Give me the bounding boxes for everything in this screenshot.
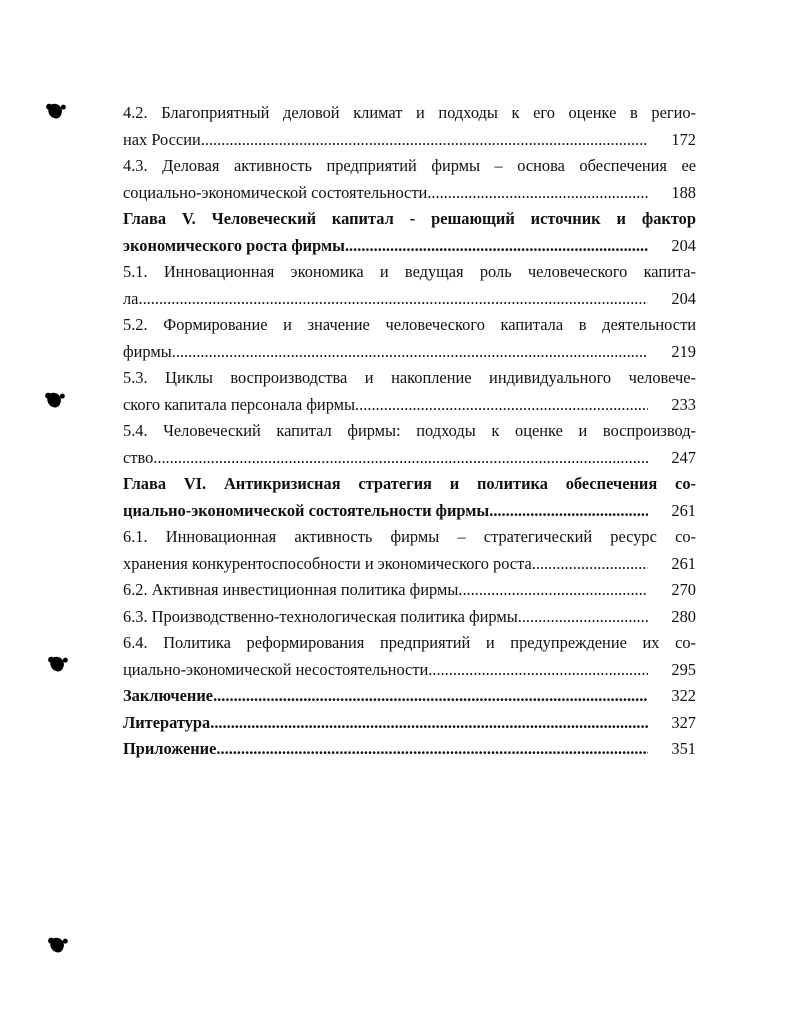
toc-entry-text: нах России — [123, 129, 201, 149]
toc-entry-text: ского капитала персонала фирмы — [123, 394, 356, 414]
toc-section-entry — [123, 736, 696, 763]
toc-entry-text: Приложение — [123, 739, 217, 758]
toc-entry-last-line — [123, 445, 696, 472]
toc-entry-last-line — [123, 233, 696, 260]
toc-entry-text: экономического роста фирмы — [123, 235, 345, 255]
dot-leader — [210, 710, 648, 737]
dot-leader — [172, 339, 648, 366]
binding-hole-mark-4 — [48, 936, 66, 954]
toc-entry-text: ство — [123, 447, 154, 467]
toc-entry-text: Литература — [123, 712, 211, 732]
page-number: 351 — [671, 739, 696, 758]
toc-chapter-entry — [123, 206, 696, 259]
page-number: 327 — [671, 712, 696, 732]
toc-entry-last-line — [123, 339, 696, 366]
table-of-contents — [123, 100, 696, 763]
dot-leader — [518, 604, 648, 631]
dot-leader — [213, 683, 648, 710]
toc-section-entry — [123, 683, 696, 710]
toc-entry-last-line — [123, 286, 696, 313]
page-number: 322 — [671, 686, 696, 705]
toc-entry — [123, 604, 696, 631]
dot-leader — [458, 577, 648, 604]
dot-leader — [427, 180, 648, 207]
toc-entry-last-line — [123, 577, 696, 604]
page-number: 204 — [671, 288, 696, 308]
toc-entry — [123, 630, 696, 683]
toc-entry-line: 5.1. Инновационная экономика и ведущая роль человеческого капита- — [123, 262, 696, 281]
toc-entry-line: 4.2. Благоприятный деловой климат и подходы к его оценке в регио- — [123, 103, 696, 122]
toc-entry-text: ла — [123, 288, 139, 308]
toc-entry-text: 6.3. Производственно-технологическая политика фирмы — [123, 606, 518, 626]
toc-entry-text: фирмы — [123, 341, 172, 361]
toc-entry — [123, 100, 696, 153]
page-number: 270 — [671, 580, 696, 599]
toc-entry-last-line — [123, 498, 696, 525]
toc-entry-line: 6.4. Политика реформирования предприятий и предупреждение их со- — [123, 633, 696, 652]
dot-leader — [138, 286, 648, 313]
toc-entry-line: 6.1. Инновационная активность фирмы – стратегический ресурс со- — [123, 527, 696, 546]
dot-leader — [532, 551, 648, 578]
toc-entry-last-line — [123, 657, 696, 684]
toc-entry-line: 5.2. Формирование и значение человеческого капитала в деятельности — [123, 315, 696, 334]
page-number: 280 — [671, 606, 696, 626]
toc-entry-line: 4.3. Деловая активность предприятий фирмы – основа обеспечения ее — [123, 156, 696, 175]
toc-entry-line: 5.4. Человеческий капитал фирмы: подходы к оценке и воспроизвод- — [123, 421, 696, 440]
page-number: 261 — [671, 553, 696, 573]
toc-entry-text: циально-экономической несостоятельности — [123, 659, 429, 679]
binding-hole-mark-2 — [45, 391, 63, 409]
toc-chapter-entry — [123, 471, 696, 524]
dot-leader — [428, 657, 648, 684]
toc-entry-last-line — [123, 604, 696, 631]
toc-entry — [123, 365, 696, 418]
toc-entry-text: Заключение — [123, 686, 214, 705]
dot-leader — [153, 445, 648, 472]
toc-section-entry — [123, 710, 696, 737]
toc-entry — [123, 418, 696, 471]
toc-entry-text: социально-экономической состоятельности — [123, 182, 428, 202]
toc-entry-line: Глава VI. Антикризисная стратегия и политика обеспечения со- — [123, 474, 696, 493]
toc-entry-last-line — [123, 392, 696, 419]
page-number: 172 — [671, 129, 696, 149]
dot-leader — [489, 498, 648, 525]
toc-entry-last-line — [123, 180, 696, 207]
toc-entry — [123, 577, 696, 604]
toc-entry-line: Глава V. Человеческий капитал - решающий источник и фактор — [123, 209, 696, 228]
toc-entry-last-line — [123, 683, 696, 710]
page-number: 233 — [671, 394, 696, 414]
page-number: 261 — [671, 500, 696, 520]
dot-leader — [345, 233, 648, 260]
dot-leader — [201, 127, 648, 154]
toc-entry-line: 5.3. Циклы воспроизводства и накопление индивидуального человече- — [123, 368, 696, 387]
binding-hole-mark-1 — [46, 102, 64, 120]
toc-entry-last-line — [123, 551, 696, 578]
page-number: 188 — [671, 182, 696, 202]
toc-entry-last-line — [123, 736, 696, 763]
toc-entry — [123, 312, 696, 365]
toc-entry-text: хранения конкурентоспособности и экономического роста — [123, 553, 532, 573]
toc-entry-text: 6.2. Активная инвестиционная политика фирмы — [123, 580, 459, 599]
binding-hole-mark-3 — [48, 655, 66, 673]
dot-leader — [355, 392, 648, 419]
toc-entry — [123, 524, 696, 577]
toc-entry-last-line — [123, 127, 696, 154]
page-number: 204 — [671, 235, 696, 255]
page-number: 295 — [671, 659, 696, 679]
toc-entry-text: циально-экономической состоятельности фирмы — [123, 500, 490, 520]
page-number: 219 — [671, 341, 696, 361]
dot-leader — [216, 736, 648, 763]
toc-entry — [123, 259, 696, 312]
page-number: 247 — [671, 447, 696, 467]
toc-entry-last-line — [123, 710, 696, 737]
toc-entry — [123, 153, 696, 206]
